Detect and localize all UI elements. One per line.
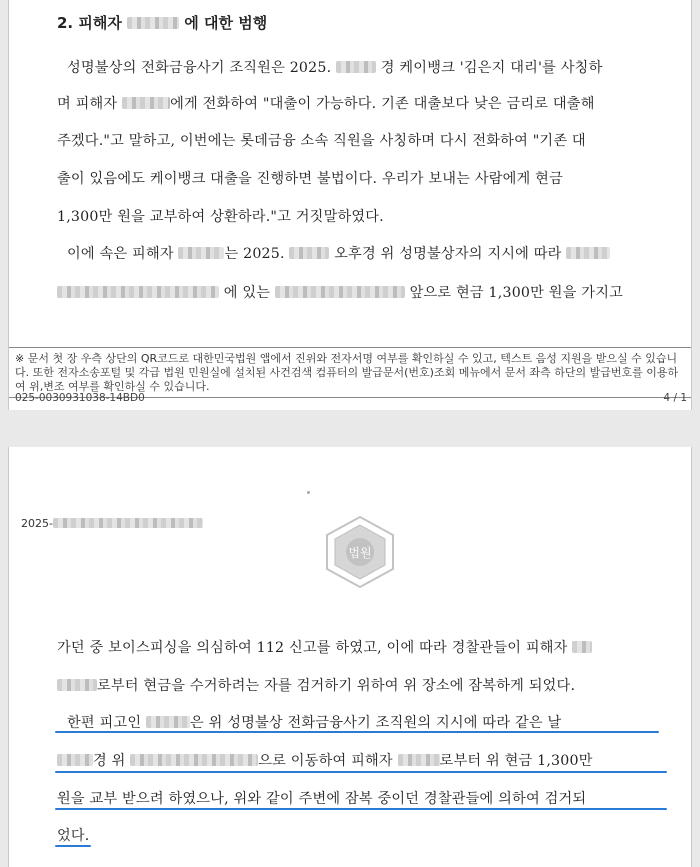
body-line: 이에 속은 피해자 는 2025. 오후경 위 성명불상자의 지시에 따라 <box>67 243 610 263</box>
section-heading: 2. 피해자 에 대한 범행 <box>57 14 268 32</box>
redacted-name <box>398 754 440 766</box>
highlight-underline <box>55 845 91 847</box>
redacted-name <box>57 679 97 691</box>
document-page-5 <box>8 447 692 867</box>
case-number: 2025- <box>21 517 203 530</box>
redacted-name <box>127 17 179 29</box>
qr-dot <box>307 491 310 494</box>
seal-text: 법원 <box>348 546 372 560</box>
body-line: 에 있는 앞으로 현금 1,300만 원을 가지고 <box>57 282 623 302</box>
body-line: 원을 교부 받으려 하였으나, 위와 같이 주변에 잠복 중이던 경찰관들에 의하여 검거되 <box>57 791 587 807</box>
redacted-name <box>572 641 592 653</box>
body-line: 성명불상의 전화금융사기 조직원은 2025. 경 케이뱅크 '김은지 대리'를 사칭하 <box>67 60 603 76</box>
body-line: 로부터 현금을 수거하려는 자를 검거하기 위하여 위 장소에 잠복하게 되었다. <box>57 675 575 695</box>
redacted-name <box>146 716 190 728</box>
highlight-underline <box>55 771 667 773</box>
redacted-location <box>275 286 405 298</box>
page-gap <box>0 410 700 447</box>
body-line: 출이 있음에도 케이뱅크 대출을 진행하면 불법이다. 우리가 보내는 사람에게 현금 <box>57 171 563 187</box>
verification-notice: ※ 문서 첫 장 우측 상단의 QR코드로 대한민국법원 앱에서 진위와 전자서명 여부를 확인하실 수 있고, 텍스트 음성 지원을 받으실 수 있습니다. 또한 전자소송포털 및 각급 법원 민원실에 설치된 사건검색 컴퓨터의 발급문서(번호)조회 메뉴에서 문서 좌측 하단의 발급번호를 이용하여 위,변조 여부를 확인하실 수 있습니다. <box>9 347 691 398</box>
body-line: 1,300만 원을 교부하여 상환하라."고 거짓말하였다. <box>57 209 384 225</box>
page-number: 4 / 1 <box>663 392 687 404</box>
body-line: 경 위 으로 이동하여 피해자 로부터 위 현금 1,300만 <box>57 750 593 770</box>
redacted-location <box>130 754 258 766</box>
redacted-case-number <box>53 518 203 528</box>
redacted-place <box>566 247 610 259</box>
redacted-address <box>57 286 219 298</box>
document-page-4 <box>8 0 692 410</box>
body-line: 주겠다."고 말하고, 이번에는 롯데금융 소속 직원을 사칭하며 다시 전화하여 "기존 대 <box>57 133 586 149</box>
redacted-name <box>178 247 224 259</box>
redacted-name <box>122 97 170 109</box>
redacted-date <box>289 247 329 259</box>
redacted-time <box>57 754 93 766</box>
redacted-date <box>336 61 376 73</box>
body-line: 한편 피고인 은 위 성명불상 전화금융사기 조직원의 지시에 따라 같은 날 <box>67 715 562 731</box>
court-seal-icon <box>323 515 397 589</box>
body-line: 었다. <box>57 828 90 844</box>
body-line: 가던 중 보이스피싱을 의심하여 112 신고를 하였고, 이에 따라 경찰관들이 피해자 <box>57 637 592 657</box>
body-line: 며 피해자 에게 전화하여 "대출이 가능하다. 기존 대출보다 낮은 금리로 대출해 <box>57 96 595 112</box>
highlight-underline <box>55 731 659 733</box>
highlight-underline <box>55 808 667 810</box>
issue-number: 025-0030931038-14BD0 <box>15 392 145 404</box>
